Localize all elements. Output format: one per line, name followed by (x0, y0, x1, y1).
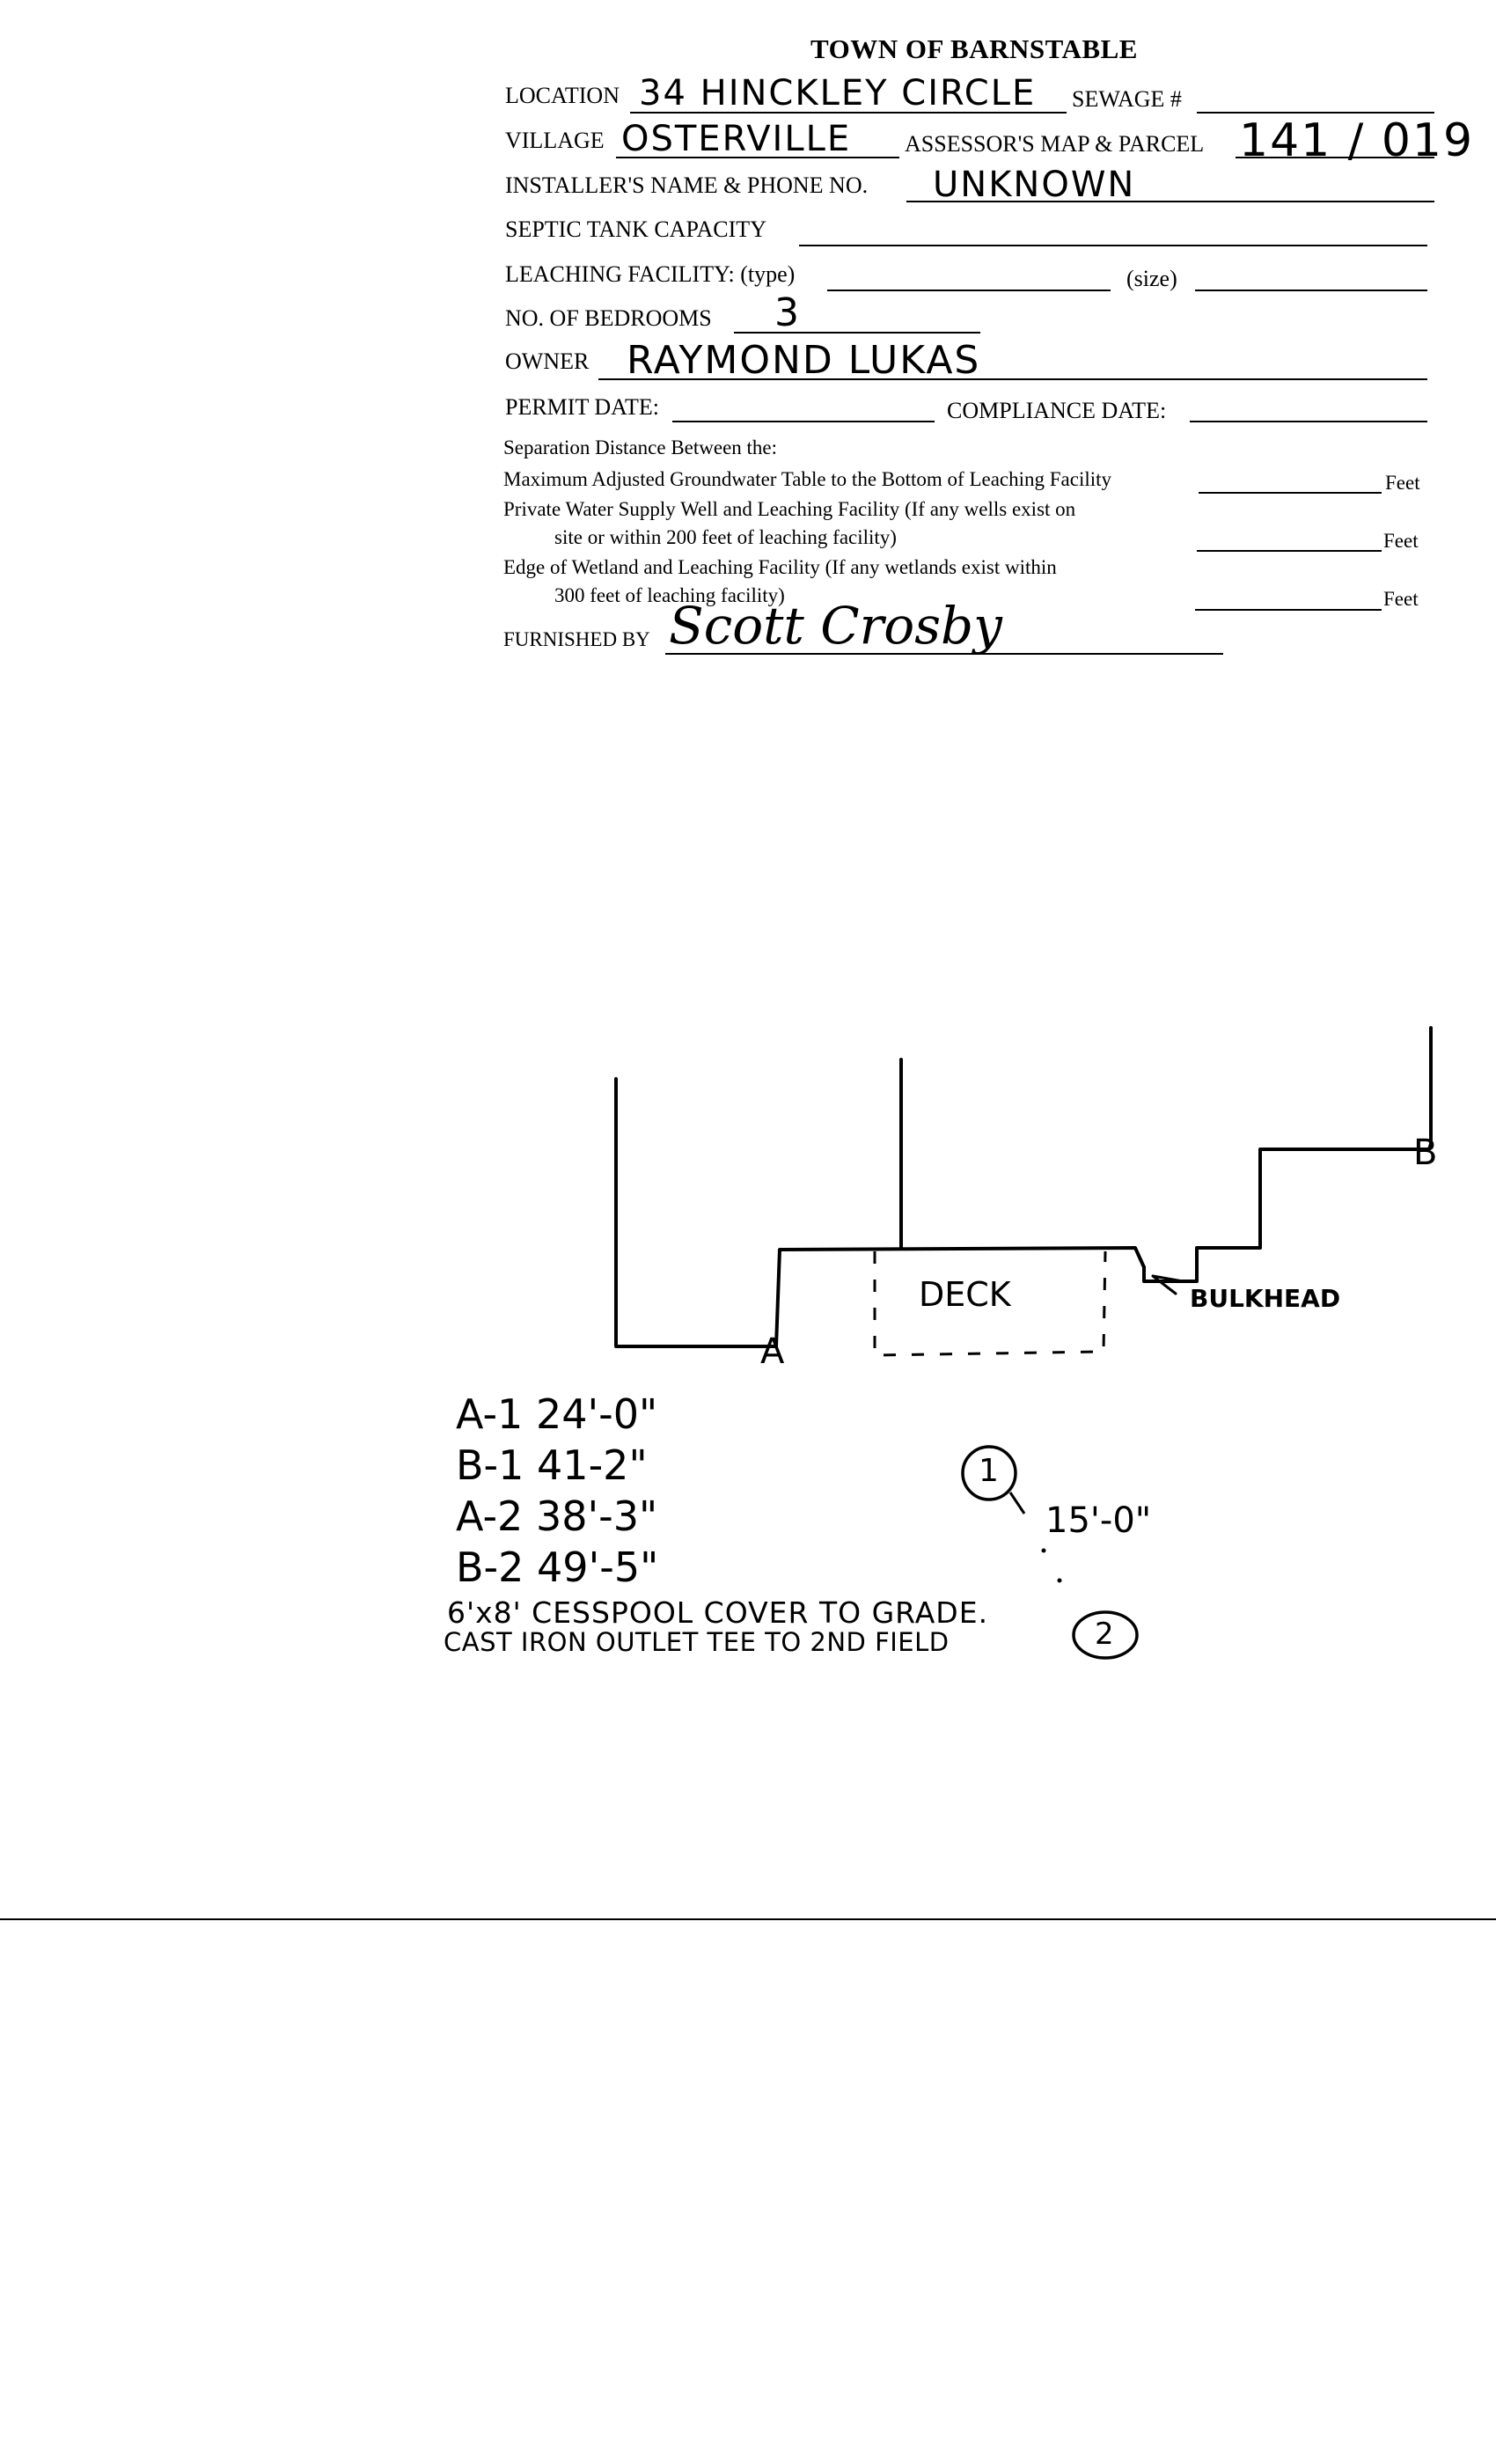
marker-1-label: 1 (979, 1453, 999, 1489)
sep1-feet: Feet (1385, 472, 1420, 494)
distance-label: 15'-0" (1045, 1500, 1152, 1541)
measurement-a1: A-1 24'-0" (456, 1390, 658, 1438)
assessor-label: ASSESSOR'S MAP & PARCEL (905, 131, 1205, 157)
house-outline-left (616, 1079, 1144, 1346)
point-b-label: B (1413, 1133, 1438, 1173)
compliance-label: COMPLIANCE DATE: (947, 398, 1167, 423)
sep3-feet: Feet (1383, 588, 1419, 610)
note-line-2: CAST IRON OUTLET TEE TO 2ND FIELD (444, 1627, 950, 1657)
septic-label: SEPTIC TANK CAPACITY (505, 216, 766, 242)
owner-label: OWNER (505, 348, 590, 374)
leaching-label: LEACHING FACILITY: (type) (505, 261, 796, 287)
measurement-b2: B-2 49'-5" (456, 1544, 659, 1591)
sep2-feet: Feet (1383, 530, 1419, 552)
owner-value: RAYMOND LUKAS (627, 338, 981, 383)
measurement-b1: B-1 41-2" (456, 1441, 648, 1489)
bedrooms-label: NO. OF BEDROOMS (505, 305, 712, 331)
deck-label: DECK (919, 1275, 1011, 1314)
bulkhead-label: BULKHEAD (1190, 1284, 1341, 1313)
separation-heading: Separation Distance Between the: (503, 436, 778, 458)
page-divider (0, 1918, 1496, 1920)
form-title: TOWN OF BARNSTABLE (810, 33, 1138, 64)
location-value: 34 HINCKLEY CIRCLE (639, 73, 1037, 114)
sep3-text-a: Edge of Wetland and Leaching Facility (If any wetlands exist within (503, 556, 1057, 578)
permit-label: PERMIT DATE: (505, 394, 660, 420)
furnished-signature: Scott Crosby (669, 596, 1002, 656)
house-outline-right (1144, 1028, 1431, 1281)
installer-label: INSTALLER'S NAME & PHONE NO. (505, 172, 869, 198)
measurement-a2: A-2 38'-3" (456, 1492, 658, 1540)
sep1-text: Maximum Adjusted Groundwater Table to the Bottom of Leaching Facility (503, 468, 1112, 490)
point-a-label: A (760, 1331, 785, 1372)
sep3-text-b: 300 feet of leaching facility) (554, 584, 785, 606)
marker-2-label: 2 (1095, 1617, 1114, 1652)
sep2-text-b: site or within 200 feet of leaching facility) (554, 526, 897, 548)
marker-1-leader (1010, 1492, 1024, 1514)
size-label: (size) (1126, 266, 1177, 291)
distance-dots (1042, 1549, 1062, 1583)
furnished-label: FURNISHED BY (503, 628, 650, 650)
bulkhead-arrow (1153, 1276, 1183, 1294)
location-label: LOCATION (505, 83, 620, 108)
installer-value: UNKNOWN (933, 165, 1136, 205)
assessor-value: 141 / 019 (1239, 114, 1475, 167)
note-line-1: 6'x8' CESSPOOL COVER TO GRADE. (447, 1595, 989, 1630)
sep2-text-a: Private Water Supply Well and Leaching Facility (If any wells exist on (503, 498, 1076, 520)
village-label: VILLAGE (505, 128, 605, 153)
village-value: OSTERVILLE (621, 119, 852, 159)
sewage-label: SEWAGE # (1072, 86, 1182, 112)
bedrooms-value: 3 (774, 290, 801, 335)
